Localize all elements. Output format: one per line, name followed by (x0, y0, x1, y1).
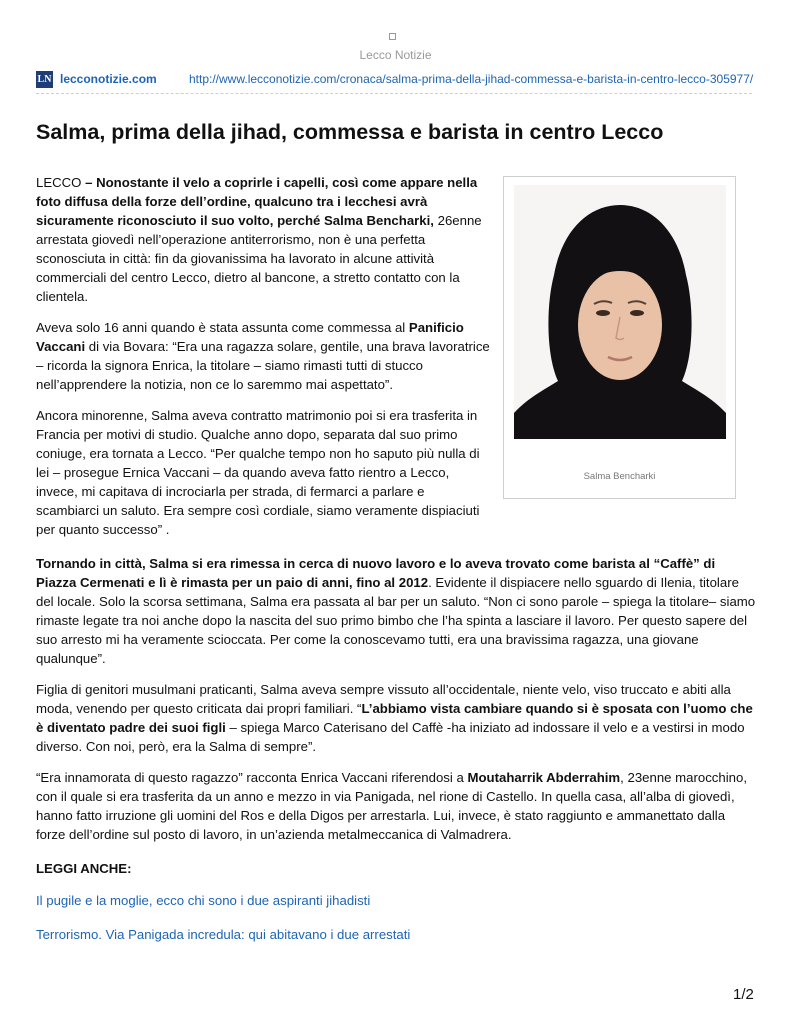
text-segment: 26enne arrestata giovedì nell’operazione antiterrorismo, non è una perfetta sconosciuta in città: fin da giovanissima ha lavorato in alcune attività commerciali del centro Lecco, dietro al bancone, a stretto contatto con la clientela. (36, 213, 482, 304)
related-heading: LEGGI ANCHE: (36, 861, 132, 876)
header-icon (389, 33, 396, 40)
paragraph-3 (36, 406, 491, 539)
image-caption: Salma Bencharki (583, 471, 656, 482)
source-url[interactable]: http://www.lecconotizie.com/cronaca/salma-prima-della-jihad-commessa-e-barista-in-centro-lecco-305977/ (189, 72, 754, 86)
text-segment: Figlia di genitori musulmani praticanti, Salma aveva sempre vissuto all’occidentale, niente velo, viso truccato e abiti alla moda, venendo per questo criticata dai propri familiari. “ (36, 682, 731, 716)
bold-text: – Nonostante il velo a coprirle i capelli, così come appare nella foto diffusa della forze dell’ordine, qualcuno tra i lecchesi avrà sicuramente riconosciuto il suo volto, perché Salma Bencharki, (36, 175, 478, 228)
site-name: Lecco Notizie (359, 48, 432, 62)
portrait-photo (514, 185, 726, 439)
text-segment: LECCO (36, 175, 86, 190)
paragraph-4 (36, 554, 756, 668)
text-segment: . Evidente il dispiacere nello sguardo di Ilenia, titolare del locale. Solo la scorsa settimana, Salma era passata al bar per un saluto. “Non ci sono parole – spiega la titolare– siamo rimaste legate tra noi anche dopo la nascita del suo primo bimbo che l’ha spinta a lasciare il lavoro. Per questo sapere del suo arresto mi ha veramente scioccata. Per come la conoscevamo tutti, era una bravissima ragazza, una giovane qualunque”. (36, 575, 756, 666)
text-segment: di via Bovara: “Era una ragazza solare, gentile, una brava lavoratrice – ricorda la signora Enrica, la titolare – siamo rimasti tutti di stucco nell’apprendere la notizia, non ce lo saremmo mai aspettato”. (36, 339, 490, 392)
bold-text: Moutaharrik Abderrahim (467, 770, 621, 785)
bold-text: L’abbiamo vista cambiare quando si è sposata con l’uomo che è diventato padre dei suoi figli (36, 701, 753, 735)
article-figure (503, 176, 736, 499)
portrait-illustration (514, 185, 726, 439)
bold-text: Panificio Vaccani (36, 320, 464, 354)
paragraph-1 (36, 173, 491, 306)
text-segment: Aveva solo 16 anni quando è stata assunta come commessa al (36, 320, 409, 335)
paragraph-5 (36, 680, 756, 756)
paragraph-2 (36, 318, 491, 394)
text-segment: “Era innamorata di questo ragazzo” racconta Enrica Vaccani riferendosi a (36, 770, 468, 785)
text-segment: – spiega Marco Caterisano del Caffè -ha iniziato ad indossare il velo e a vestirsi in modo diverso. Con noi, però, era la Salma di sempre”. (36, 720, 745, 754)
source-link[interactable]: lecconotizie.com (60, 72, 157, 86)
paragraph-6 (36, 768, 756, 844)
bold-text: Tornando in città, Salma si era rimessa in cerca di nuovo lavoro e lo aveva trovato come barista al “Caffè” di Piazza Cermenati e lì è rimasta per un paio di anni, fino al 2012 (36, 556, 716, 590)
text-segment: Ancora minorenne, Salma aveva contratto matrimonio poi si era trasferita in Francia per motivi di studio. Qualche anno dopo, separata dal suo primo coniuge, era tornata a Lecco. “Per qualche tempo non ho saputo più nulla di lei – prosegue Ernica Vaccani – da quando aveva fatto rientro a Lecco, invece, mi capitava di incrociarla per strada, di fermarci a parlare e scambiarci un saluto. Era sempre così cordiale, siamo veramente dispiaciuti per quanto successo” . (36, 408, 480, 537)
text-segment: , 23enne marocchino, con il quale si era trasferita da un anno e mezzo in via Panigada, nel rione di Castello. In quella casa, all’alba di giovedì, hanno fatto irruzione gli uomini del Ros e della Digos per arrestarla. Lui, invece, è stato raggiunto e ammanettato dalla forze dell’ordine sul posto di lavoro, in un’azienda metalmeccanica di Valmadrera. (36, 770, 747, 842)
header-divider (36, 93, 752, 94)
related-link-1[interactable]: Il pugile e la moglie, ecco chi sono i due aspiranti jihadisti (36, 893, 371, 908)
site-logo-icon: LN (36, 71, 53, 88)
page-number: 1/2 (733, 986, 754, 1003)
article-title: Salma, prima della jihad, commessa e barista in centro Lecco (36, 120, 664, 144)
related-link-2[interactable]: Terrorismo. Via Panigada incredula: qui abitavano i due arrestati (36, 927, 411, 942)
